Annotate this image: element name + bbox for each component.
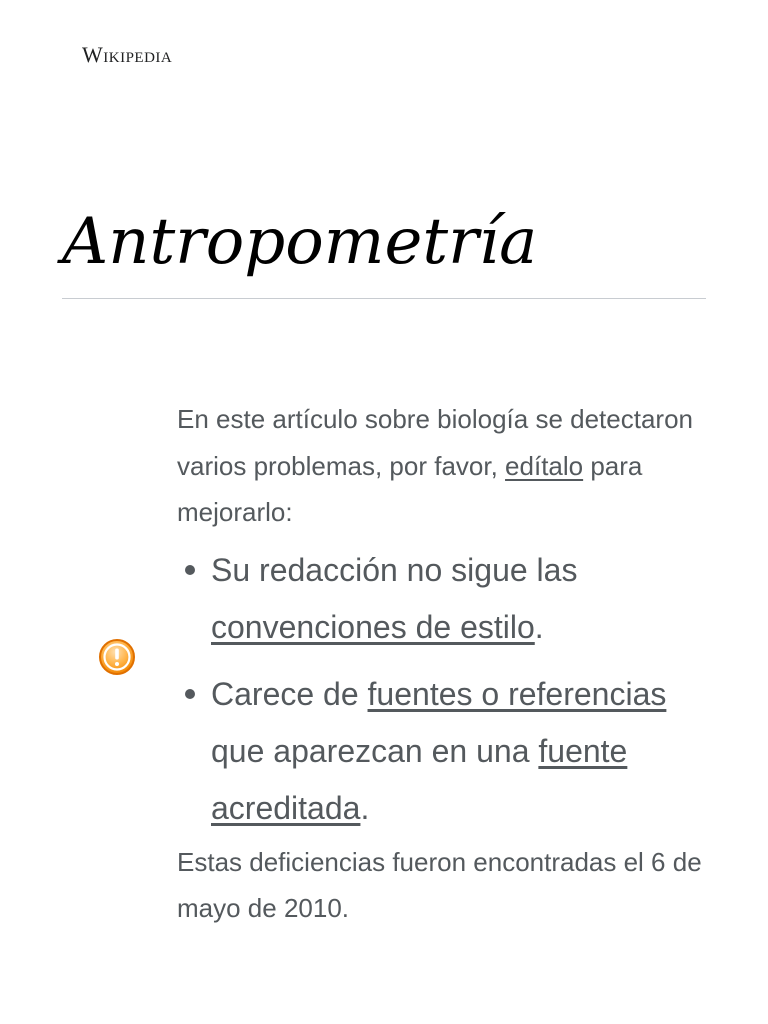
- issue-punctuation: .: [360, 789, 370, 826]
- warning-circle-icon: [98, 638, 136, 676]
- issues-list: [177, 542, 707, 837]
- list-item: [211, 666, 707, 837]
- notice-footer: Estas deficiencias fueron encontradas el 6 de mayo de 2010.: [177, 846, 702, 923]
- style-conventions-link[interactable]: convenciones de estilo: [211, 608, 535, 645]
- issue-text: Su redacción no sigue las: [211, 551, 578, 588]
- list-item: [211, 542, 707, 656]
- title-divider: [62, 298, 706, 299]
- issue-punctuation: .: [534, 608, 544, 645]
- page-title: Antropometría: [62, 205, 538, 279]
- maintenance-notice: [177, 396, 707, 932]
- wikipedia-wordmark[interactable]: Wikipedia: [82, 42, 173, 67]
- notice-intro-suffix: para mejorarlo:: [177, 450, 643, 527]
- sources-link[interactable]: fuentes o referencias: [367, 675, 667, 712]
- reliable-source-link[interactable]: fuente acreditada: [211, 732, 628, 826]
- notice-intro-text: En este artículo sobre biología se detectaron varios problemas, por favor,: [177, 404, 693, 481]
- edit-link[interactable]: edítalo: [505, 450, 584, 481]
- issue-text-middle: que aparezcan en una: [211, 732, 539, 769]
- notice-intro: [177, 396, 707, 536]
- issue-text: Carece de: [211, 675, 368, 712]
